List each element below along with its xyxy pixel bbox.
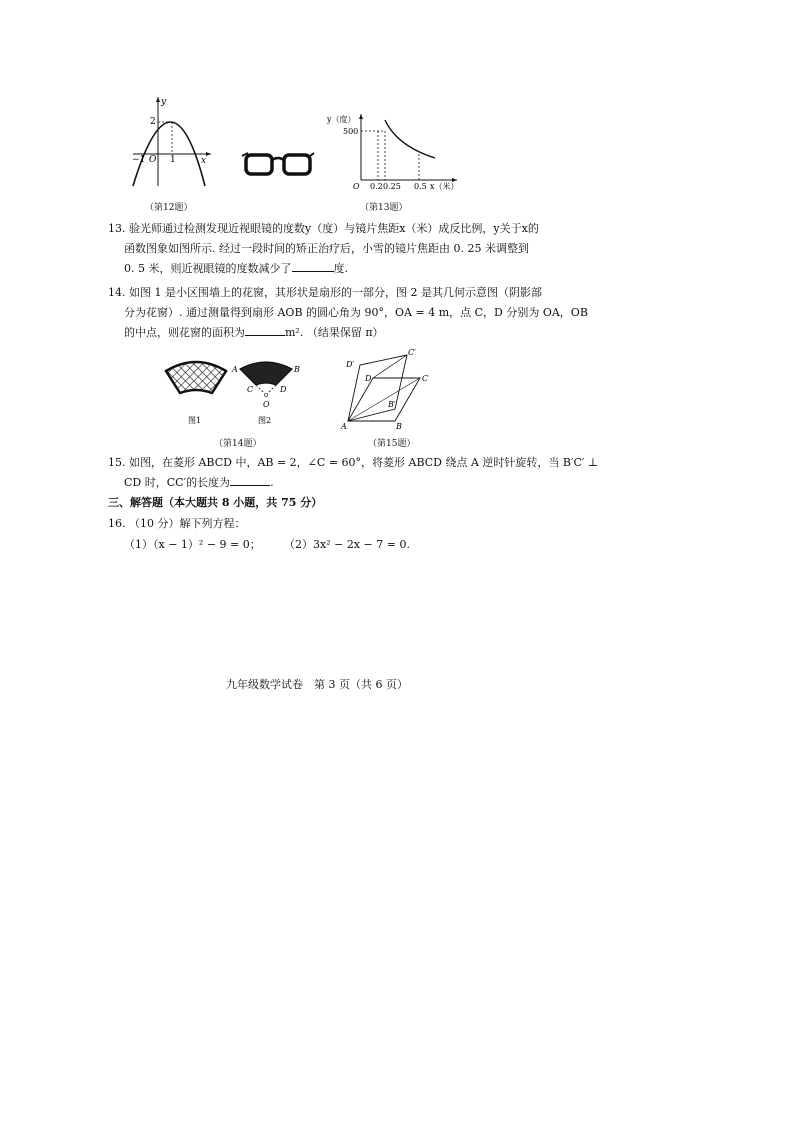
question-16-header: 16. （10 分）解下列方程：: [108, 517, 246, 530]
fig12-tick-origin: O: [149, 155, 157, 165]
figure-13-caption: （第13题）: [360, 203, 408, 213]
page-footer: 九年级数学试卷 第 3 页（共 6 页）: [226, 678, 408, 691]
fig15-label-D-prime: D′: [346, 360, 355, 369]
question-13-line-3: [124, 259, 348, 279]
figure-14-caption: （第14题）: [214, 439, 262, 449]
question-15-period: .: [270, 476, 274, 489]
question-15-line-2: [124, 473, 274, 493]
fig12-tick-1: 1: [170, 155, 176, 165]
question-13-text: 0. 5 米，则近视眼镜的度数减少了: [124, 262, 292, 275]
fig12-y-label: y: [161, 97, 167, 107]
question-16-part-1: （1）（x − 1）² − 9 = 0；: [124, 538, 261, 551]
question-14-text: 的中点，则花窗的面积为: [124, 326, 245, 339]
fig13-tick-02: 0.2: [370, 182, 383, 191]
figure-15-caption: （第15题）: [368, 439, 416, 449]
question-14-line-1: 14. 如图 1 是小区围墙上的花窗，其形状是扇形的一部分，图 2 是其几何示意图（阴影部: [108, 286, 542, 299]
question-14-answer-blank[interactable]: [245, 323, 285, 336]
figure-14: [160, 355, 310, 430]
fig13-tick-05: 0.5: [414, 182, 427, 191]
fig14-label-B: B: [294, 365, 300, 374]
fig14-label-fig1: 图1: [188, 416, 202, 425]
fig15-label-C: C: [422, 374, 429, 383]
fig13-tick-origin: O: [353, 182, 360, 191]
fig15-label-B-prime: B′: [388, 400, 396, 409]
fig14-label-fig2: 图2: [258, 416, 272, 425]
fig12-tick-neg1: −1: [132, 155, 146, 165]
figure-15-rhombus: [340, 345, 440, 430]
fig13-tick-025: 0.25: [383, 182, 401, 191]
figure-12-caption: （第12题）: [145, 203, 193, 213]
fig12-tick-2: 2: [150, 117, 156, 127]
glasses-picture: [240, 150, 316, 178]
fig13-y-label: y（度）: [327, 115, 356, 124]
fig15-label-C-prime: C′: [408, 348, 416, 357]
fig14-label-D: D: [280, 385, 287, 394]
fig13-tick-500: 500: [343, 127, 359, 136]
fig14-label-O: O: [263, 400, 270, 409]
fig15-label-D: D: [365, 374, 372, 383]
figure-13-inverse-graph: [325, 110, 465, 195]
fig15-label-A: A: [341, 422, 347, 430]
fig13-x-label: x（米）: [430, 182, 459, 191]
section-3-heading: 三、解答题（本大题共 8 小题，共 75 分）: [108, 496, 323, 509]
question-13-answer-blank[interactable]: [292, 259, 334, 272]
question-13-line-1: 13. 验光师通过检测发现近视眼镜的度数y（度）与镜片焦距x（米）成反比例，y关于x的: [108, 222, 539, 235]
question-13-unit: 度.: [333, 262, 348, 275]
question-13-line-2: 函数图象如图所示. 经过一段时间的矫正治疗后，小雪的镜片焦距由 0. 25 米调整到: [124, 242, 529, 255]
fig14-label-C: C: [247, 385, 254, 394]
question-14-line-3: [124, 323, 384, 343]
question-15-answer-blank[interactable]: [230, 473, 270, 486]
question-14-unit: m². （结果保留 π）: [285, 326, 384, 339]
fig15-label-B: B: [396, 422, 402, 430]
question-15-line-1: 15. 如图，在菱形 ABCD 中，AB = 2，∠C = 60°，将菱形 ABCD 绕点 A 逆时针旋转，当 B′C′ ⊥: [108, 456, 599, 469]
figure-12-parabola: [125, 92, 215, 188]
question-16-part-2: （2）3x² − 2x − 7 = 0.: [284, 538, 410, 551]
question-14-line-2: 分为花窗）. 通过测量得到扇形 AOB 的圆心角为 90°，OA = 4 m，点 C，D 分别为 OA，OB: [124, 306, 588, 319]
fig12-x-label: x: [201, 156, 207, 166]
question-15-text: CD 时，CC′的长度为: [124, 476, 231, 489]
fig14-label-A: A: [232, 365, 238, 374]
